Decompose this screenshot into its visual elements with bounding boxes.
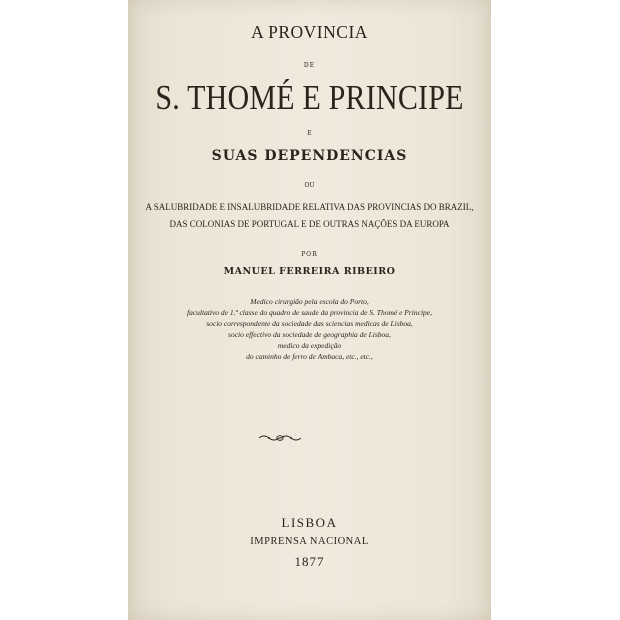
connector-ou: OU [304,182,315,189]
author-credential: socio correspondente da sociedade das sciencias medicas de Lisboa, [206,319,413,328]
imprint-city: LISBOA [281,515,338,530]
title-line-2: SUAS DEPENDENCIAS [211,148,408,164]
subtitle-line-1: A SALUBRIDADE E INSALUBRIDADE RELATIVA DAS PROVINCIAS DO BRAZIL, [145,202,474,212]
author-credential: medico da expedição [277,341,342,350]
title-line-1: A PROVINCIA [251,22,368,42]
fleuron-ornament-icon [258,433,302,443]
author-credential: facultativo de 1.ª classe do quadro de saude da provincia de S. Thomé e Principe, [186,308,432,317]
connector-por: POR [301,251,318,258]
subtitle-line-2: DAS COLONIAS DE PORTUGAL E DE OUTRAS NAÇÕES DA EUROPA [169,219,450,229]
connector-e: E [307,130,312,137]
author-credential: Medico cirurgião pela escola do Porto, [250,297,369,306]
author-name: MANUEL FERREIRA RIBEIRO [223,266,396,277]
author-credential: do caminho de ferro de Ambaca, etc., etc., [246,352,373,361]
main-title: S. THOMÉ E PRINCIPE [155,79,464,117]
title-page [128,0,491,620]
imprint-press: IMPRENSA NACIONAL [250,536,369,547]
connector-de: DE [303,62,316,69]
author-credential: socio effectivo da sociedade de geographia de Lisboa, [228,330,391,339]
imprint-year: 1877 [294,554,325,569]
